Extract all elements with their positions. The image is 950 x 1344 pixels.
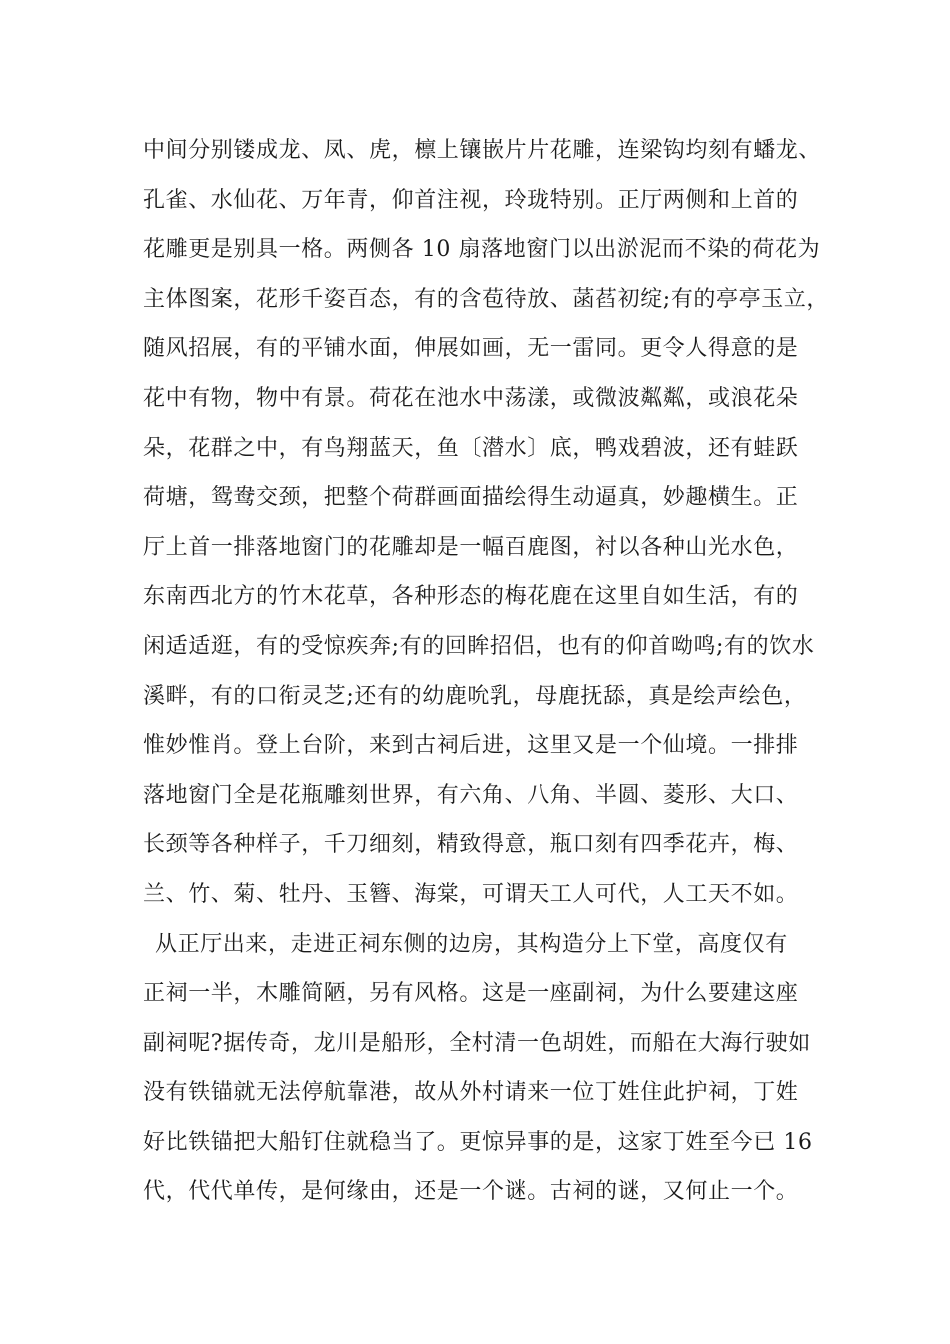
text-line: 好比铁锚把大船钉住就稳当了。更惊异事的是，这家丁姓至今已 16	[143, 1129, 813, 1155]
text-line: 正祠一半，木雕简陋，另有风格。这是一座副祠，为什么要建这座	[143, 981, 799, 1007]
text-line: 落地窗门全是花瓶雕刻世界，有六角、八角、半圆、菱形、大口、	[143, 782, 799, 808]
text-line: 溪畔，有的口衔灵芝;还有的幼鹿吮乳，母鹿抚舔，真是绘声绘色，	[143, 683, 807, 709]
paragraph-start-line: 从正厅出来，走进正祠东侧的边房，其构造分上下堂，高度仅有	[155, 931, 788, 957]
text-line: 厅上首一排落地窗门的花雕却是一幅百鹿图，衬以各种山光水色，	[143, 534, 799, 560]
text-line: 代，代代单传，是何缘由，还是一个谜。古祠的谜，又何止一个。	[143, 1179, 799, 1205]
text-line: 中间分别镂成龙、凤、虎，檩上镶嵌片片花雕，连梁钩均刻有蟠龙、	[143, 138, 822, 163]
text-line: 荷塘，鸳鸯交颈，把整个荷群画面描绘得生动逼真，妙趣横生。正	[143, 485, 799, 511]
text-line: 主体图案，花形千姿百态，有的含苞待放、菡萏初绽;有的亭亭玉立，	[143, 286, 830, 312]
text-line: 长颈等各种样子，千刀细刻，精致得意，瓶口刻有四季花卉，梅、	[143, 832, 799, 858]
text-line: 惟妙惟肖。登上台阶，来到古祠后进，这里又是一个仙境。一排排	[143, 733, 799, 759]
text-line: 东南西北方的竹木花草，各种形态的梅花鹿在这里自如生活，有的	[143, 584, 799, 610]
text-line: 花中有物，物中有景。荷花在池水中荡漾，或微波粼粼，或浪花朵	[143, 385, 799, 411]
body-text	[143, 131, 830, 1222]
text-line: 副祠呢?据传奇，龙川是船形，全村清一色胡姓，而船在大海行驶如	[143, 1030, 811, 1056]
text-line: 花雕更是别具一格。两侧各 10 扇落地窗门以出淤泥而不染的荷花为	[143, 237, 821, 263]
text-line: 随风招展，有的平铺水面，伸展如画，无一雷同。更令人得意的是	[143, 336, 799, 362]
text-line: 闲适适逛，有的受惊疾奔;有的回眸招侣，也有的仰首呦鸣;有的饮水	[143, 633, 815, 659]
text-line: 朵，花群之中，有鸟翔蓝天，鱼〔潜水〕底，鸭戏碧波，还有蛙跃	[143, 435, 799, 461]
text-line: 没有铁锚就无法停航靠港，故从外村请来一位丁姓住此护祠，丁姓	[143, 1080, 799, 1106]
text-line: 兰、竹、菊、牡丹、玉簪、海棠，可谓天工人可代，人工天不如。	[143, 881, 799, 907]
text-line: 孔雀、水仙花、万年青，仰首注视，玲珑特别。正厅两侧和上首的	[143, 187, 799, 213]
